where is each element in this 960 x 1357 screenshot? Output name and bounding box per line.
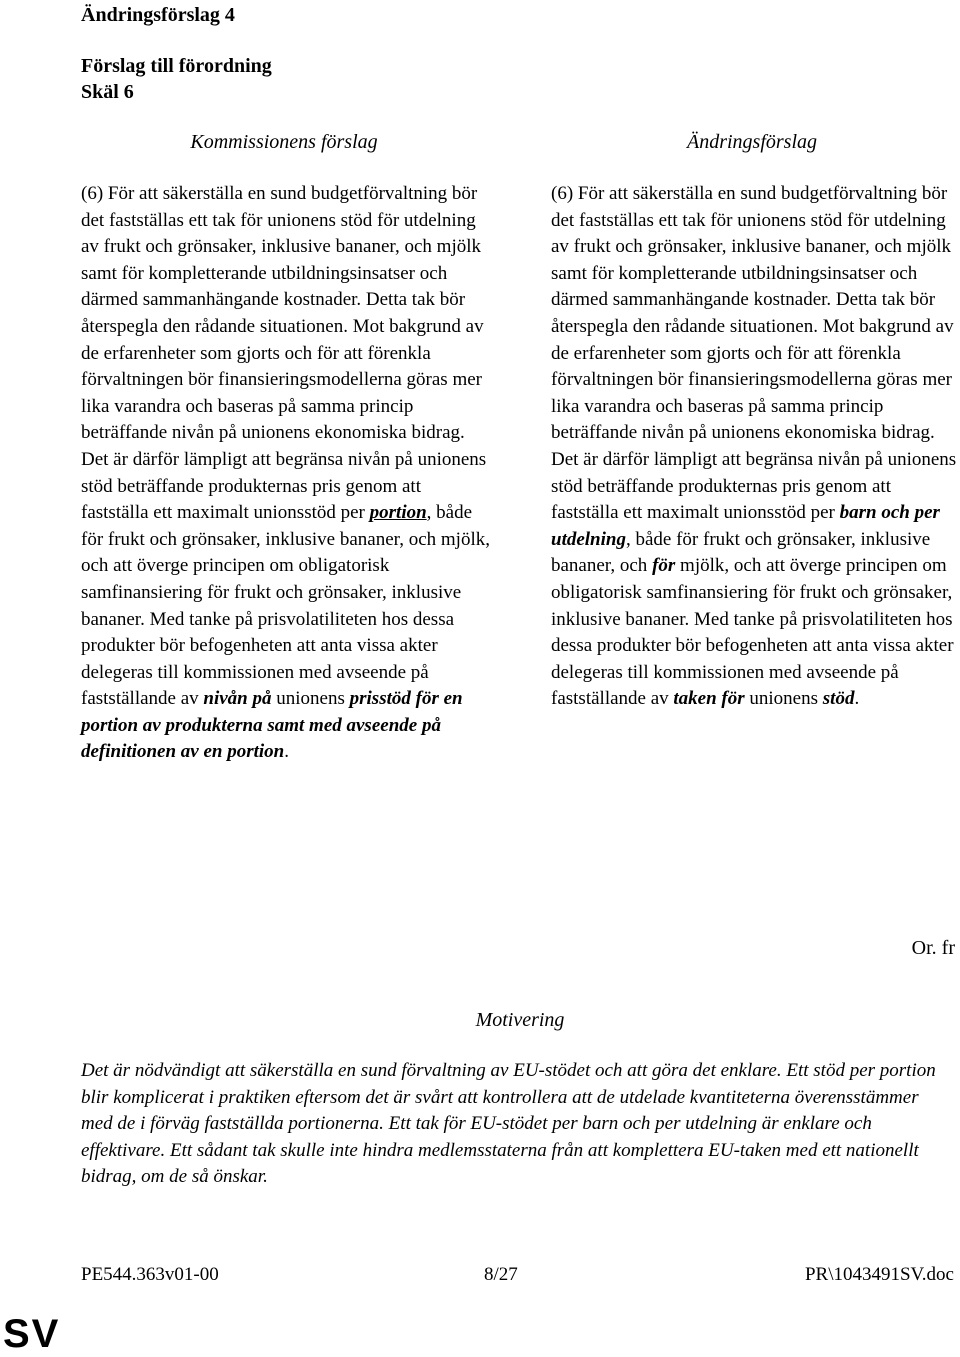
justification-text bbox=[81, 1058, 949, 1191]
amendment-paragraph: (6) För att säkerställa en sund budgetförvaltning bör det fastställas ett tak för unionens stöd för utdelning av frukt och grönsaker, inklusive bananer, och mjölk samt för kompletterande utbildningsinsatser och därmed sammanhängande kostnader. Detta tak bör återspegla den rådande situationen. Mot bakgrund av de erfarenheter som gjorts och för att förenkla förvaltningen bör finansieringsmodellerna göras mer lika varandra och baseras på samma princip beträffande nivån på unionens ekonomiska bidrag. Det är därför lämpligt att begränsa nivån på unionens stöd beträffande produkternas pris genom att fastställa ett maximalt unionsstöd per barn och per utdelning, både för frukt och grönsaker, inklusive bananer, och för mjölk, och att överge principen om obligatorisk samfinansiering för frukt och grönsaker, inklusive bananer. Med tanke på prisvolatiliteten hos dessa produkter bör befogenheten att anta vissa akter delegeras till kommissionen med avseende på fastställande av taken för unionens stöd. bbox=[551, 183, 957, 710]
commission-proposal-text bbox=[81, 181, 491, 766]
amendment-header: Ändringsförslag bbox=[686, 131, 818, 153]
language-code: SV bbox=[3, 1312, 61, 1356]
proposal-heading bbox=[81, 53, 272, 105]
amendment-text bbox=[551, 181, 960, 713]
footer-page-number: 8/27 bbox=[484, 1264, 518, 1285]
proposal-title: Förslag till förordning bbox=[81, 55, 272, 77]
amendment-number: Ändringsförslag 4 bbox=[81, 4, 235, 26]
recital-label: Skäl 6 bbox=[81, 81, 134, 103]
footer-doc-name: PR\1043491SV.doc bbox=[804, 1264, 954, 1285]
justification-paragraph: Det är nödvändigt att säkerställa en sund förvaltning av EU-stödet och att göra det enklare. Ett stöd per portion blir komplicerat i praktiken eftersom det är svårt att kontrollera att de utdelade kvantiteterna överensstämmer med de i förväg fastställda portionerna. Ett tak för EU-stödet per barn och per utdelning är enklare och effektivare. Ett sådant tak skulle inte hindra medlemsstaterna från att komplettera EU-taken med ett nationellt bidrag, om de så önskar. bbox=[81, 1060, 936, 1188]
justification-header: Motivering bbox=[475, 1009, 565, 1031]
commission-paragraph: (6) För att säkerställa en sund budgetförvaltning bör det fastställas ett tak för unionens stöd för utdelning av frukt och grönsaker, inklusive bananer, och mjölk samt för kompletterande utbildningsinsatser och därmed sammanhängande kostnader. Detta tak bör återspegla den rådande situationen. Mot bakgrund av de erfarenheter som gjorts och för att förenkla förvaltningen bör finansieringsmodellerna göras mer lika varandra och baseras på samma princip beträffande nivån på unionens ekonomiska bidrag. Det är därför lämpligt att begränsa nivån på unionens stöd beträffande produkternas pris genom att fastställa ett maximalt unionsstöd per portion, både för frukt och grönsaker, inklusive bananer, och mjölk, och att överge principen om obligatorisk samfinansiering för frukt och grönsaker, inklusive bananer. Med tanke på prisvolatiliteten hos dessa produkter bör befogenheten att anta vissa akter delegeras till kommissionen med avseende på fastställande av nivån på unionens prisstöd för en portion av produkterna samt med avseende på definitionen av en portion. bbox=[81, 183, 490, 763]
footer-reference: PE544.363v01-00 bbox=[81, 1264, 219, 1285]
commission-proposal-header: Kommissionens förslag bbox=[190, 131, 378, 153]
original-language-label: Or. fr bbox=[911, 937, 955, 959]
